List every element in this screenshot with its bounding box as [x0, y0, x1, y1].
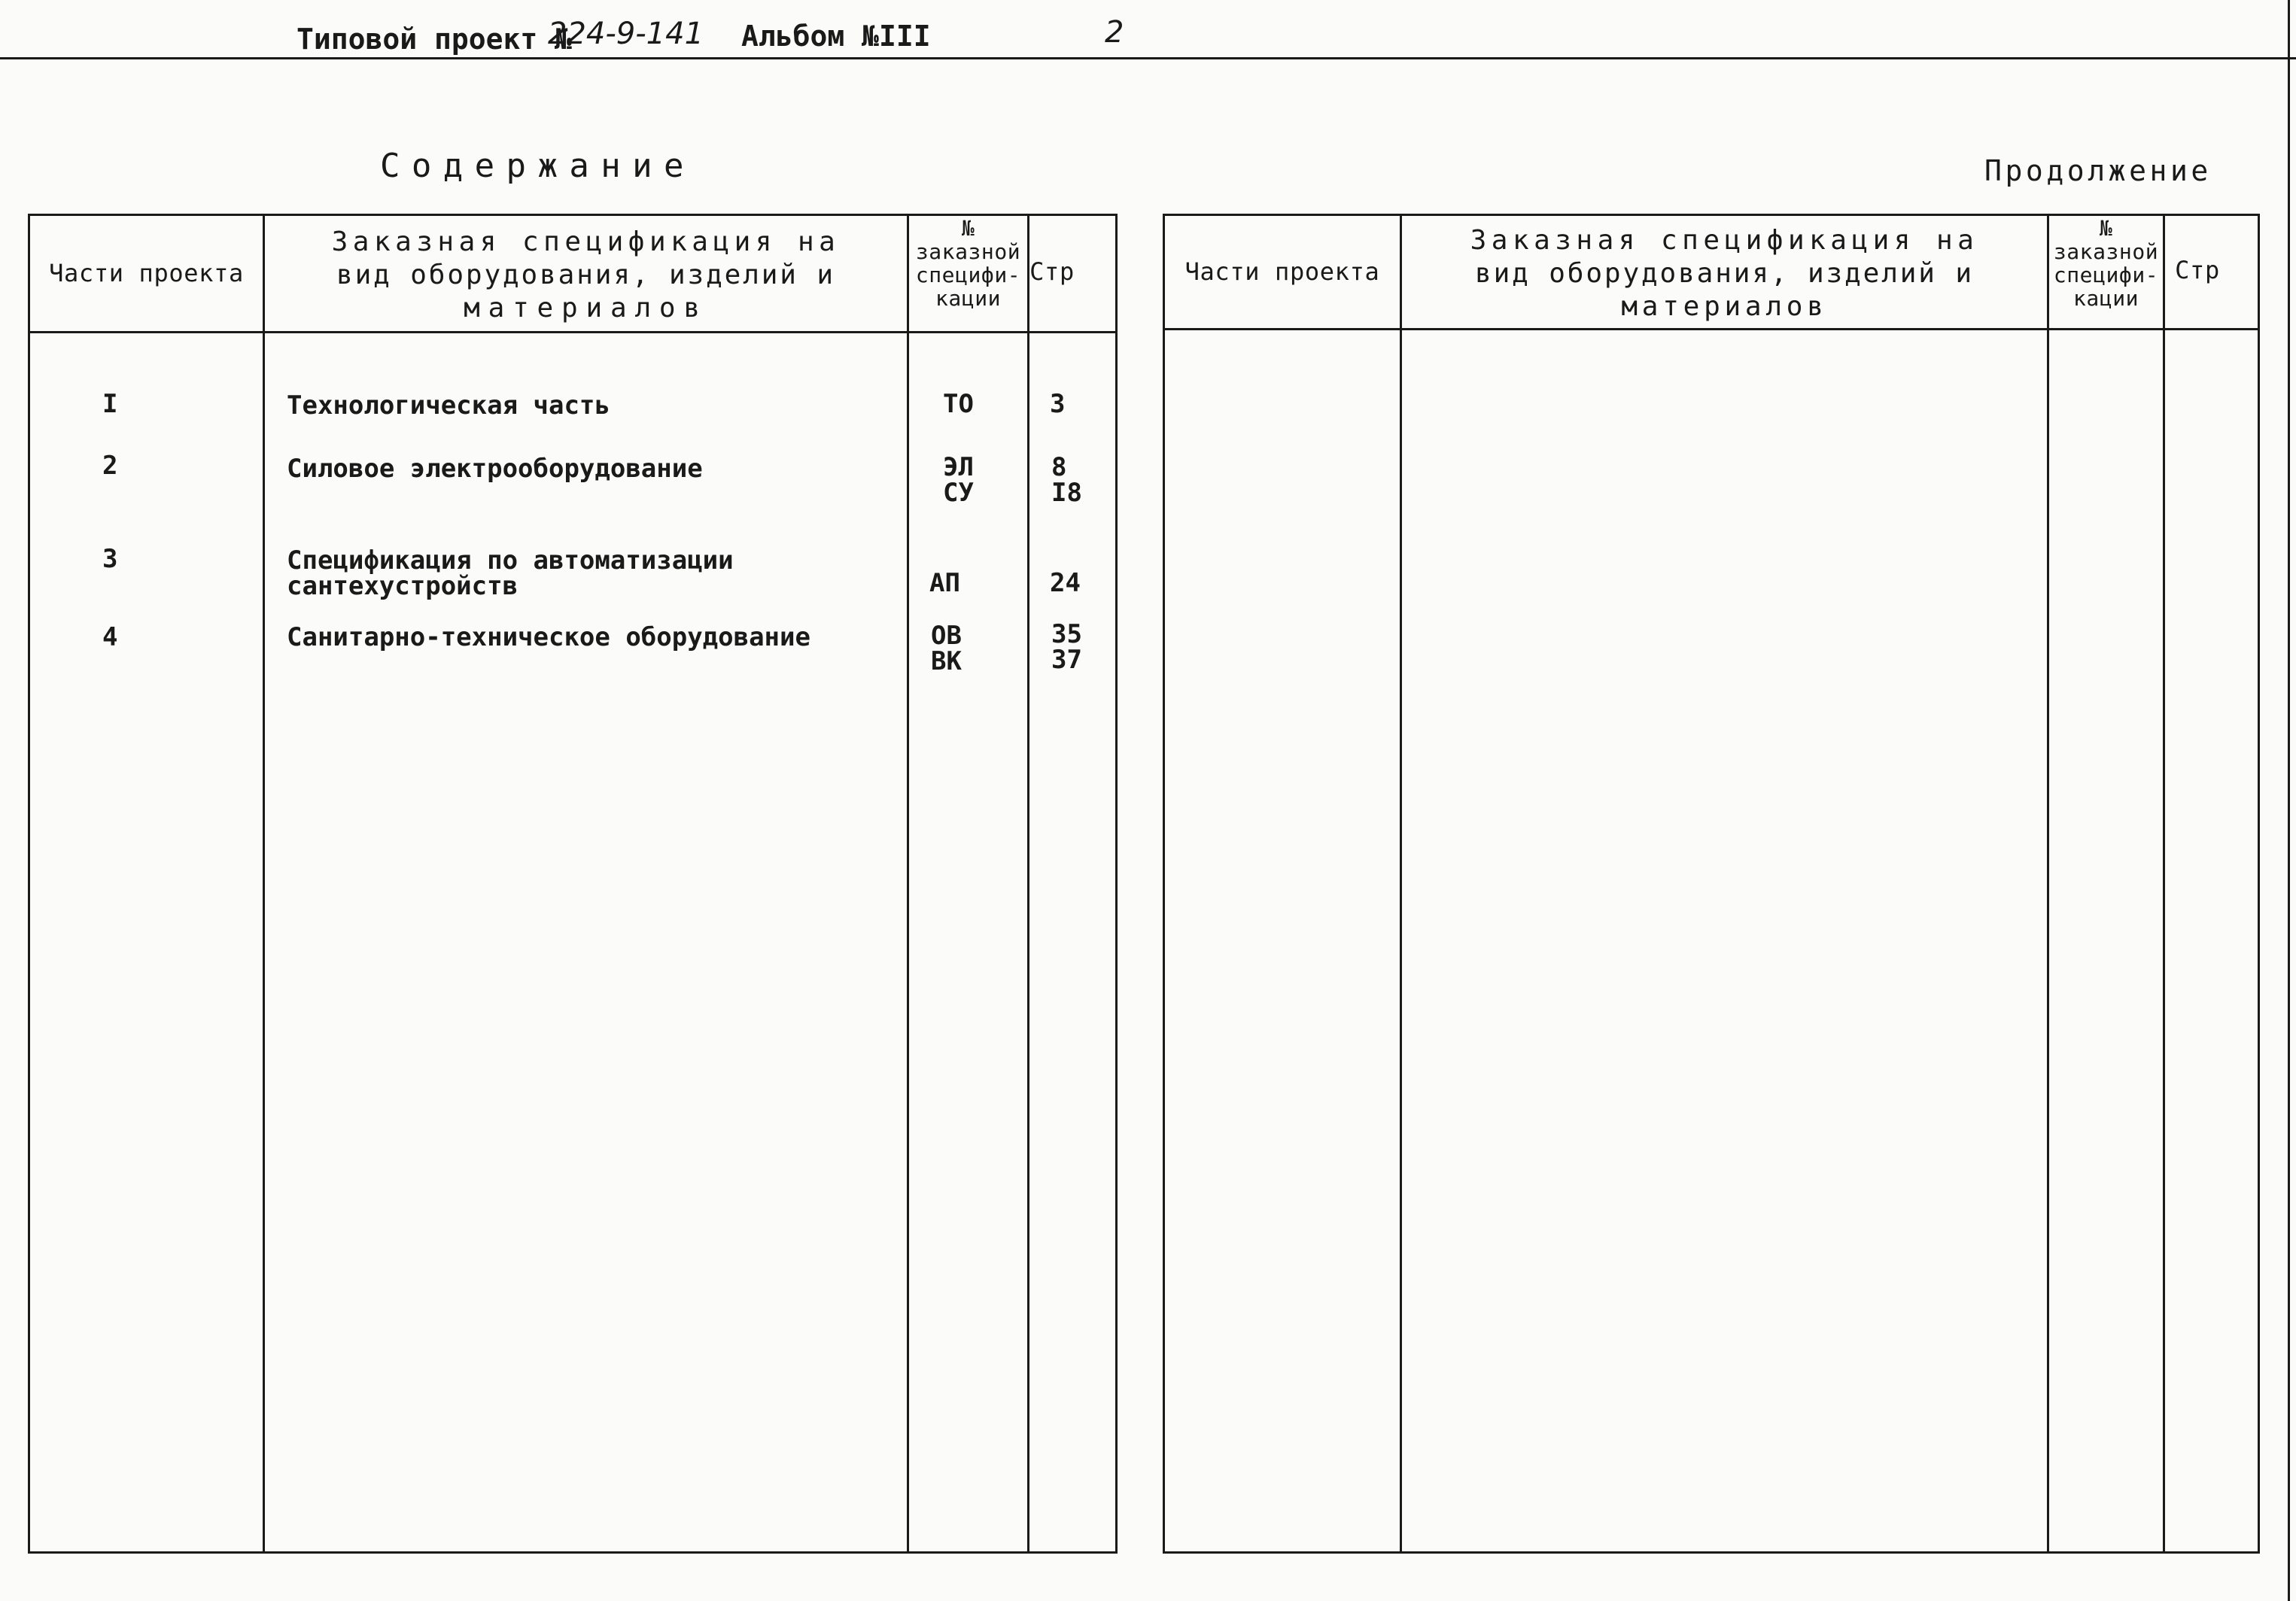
- row-4-page-2: 37: [1051, 645, 1082, 675]
- header-album-number: III: [879, 20, 931, 53]
- row-1-part: I: [102, 389, 118, 419]
- right-table-header-rule: [1163, 328, 2260, 330]
- header-project-number: 224-9-141: [548, 17, 704, 51]
- left-header-spec: [265, 226, 907, 325]
- row-4-code-2: ВК: [931, 646, 962, 676]
- left-header-num-line3: специфи-: [915, 263, 1021, 287]
- right-table-col-rule: [2258, 214, 2260, 1554]
- row-4-page-1: 35: [1051, 619, 1082, 649]
- left-table-top-rule: [28, 214, 1118, 216]
- right-header-num-line1: №: [2099, 216, 2113, 241]
- header-album-label: Альбом №: [741, 20, 880, 53]
- left-header-spec-line3: материалов: [464, 293, 708, 324]
- left-header-num-line1: №: [961, 216, 975, 241]
- row-1-code: ТО: [943, 389, 974, 419]
- row-2-page-1: 8: [1051, 452, 1067, 482]
- right-table-col-rule: [2163, 214, 2165, 1554]
- right-table-bottom-rule: [1163, 1551, 2260, 1554]
- right-header-spec-line3: материалов: [1621, 291, 1828, 322]
- left-title: Содержание: [380, 147, 695, 185]
- right-title: Продолжение: [1984, 154, 2212, 187]
- left-header-num: [909, 217, 1027, 310]
- left-table-col-rule: [28, 214, 30, 1554]
- left-header-part: Части проекта: [49, 259, 244, 287]
- right-header-spec-line2: вид оборудования, изделий и: [1475, 258, 1974, 289]
- row-3-name-line2: сантехустройств: [287, 571, 519, 601]
- row-1-name: Технологическая часть: [287, 390, 610, 421]
- header-rule: [0, 57, 2296, 59]
- right-table-col-rule: [1400, 214, 1402, 1554]
- right-table-col-rule: [2047, 214, 2049, 1554]
- row-3-name-line1: Спецификация по автоматизации: [287, 545, 734, 576]
- row-4-name: Санитарно-техническое оборудование: [287, 622, 810, 652]
- header-project-label: Типовой проект №: [297, 23, 573, 56]
- row-2-part: 2: [102, 451, 118, 481]
- right-header-num: [2049, 217, 2163, 310]
- right-edge-rule: [2288, 0, 2290, 1601]
- row-4-code-1: ОВ: [931, 621, 962, 651]
- left-header-page: Стр: [1029, 257, 1075, 286]
- left-table-col-rule: [1115, 214, 1118, 1554]
- row-2-code-2: СУ: [943, 478, 974, 508]
- right-header-page: Стр: [2175, 256, 2220, 284]
- right-header-spec: [1402, 224, 2047, 324]
- row-3-code: АП: [929, 568, 960, 598]
- left-header-spec-line1: Заказная спецификация на: [331, 226, 841, 257]
- left-table-header-rule: [28, 331, 1118, 333]
- left-table-col-rule: [1027, 214, 1029, 1554]
- right-table-col-rule: [1163, 214, 1165, 1554]
- right-table-top-rule: [1163, 214, 2260, 216]
- row-4-part: 4: [102, 622, 118, 652]
- right-header-spec-line1: Заказная спецификация на: [1470, 225, 1979, 256]
- row-2-code-1: ЭЛ: [943, 452, 974, 482]
- left-table-col-rule: [907, 214, 909, 1554]
- row-3-part: 3: [102, 544, 118, 574]
- right-header-num-line4: кации: [2072, 286, 2139, 311]
- right-header-num-line2: заказной: [2053, 239, 2159, 264]
- left-header-num-line2: заказной: [915, 239, 1021, 264]
- left-table-bottom-rule: [28, 1551, 1118, 1554]
- left-table-col-rule: [263, 214, 265, 1554]
- right-header-num-line3: специфи-: [2053, 263, 2159, 287]
- right-header-part: Части проекта: [1184, 257, 1380, 286]
- row-2-page-2: I8: [1051, 478, 1082, 508]
- row-2-name: Силовое электрооборудование: [287, 454, 703, 484]
- left-header-spec-line2: вид оборудования, изделий и: [336, 260, 835, 290]
- header-page-number: 2: [1105, 15, 1124, 50]
- row-3-page: 24: [1050, 568, 1081, 598]
- row-1-page: 3: [1050, 389, 1066, 419]
- left-header-num-line4: кации: [935, 286, 1002, 311]
